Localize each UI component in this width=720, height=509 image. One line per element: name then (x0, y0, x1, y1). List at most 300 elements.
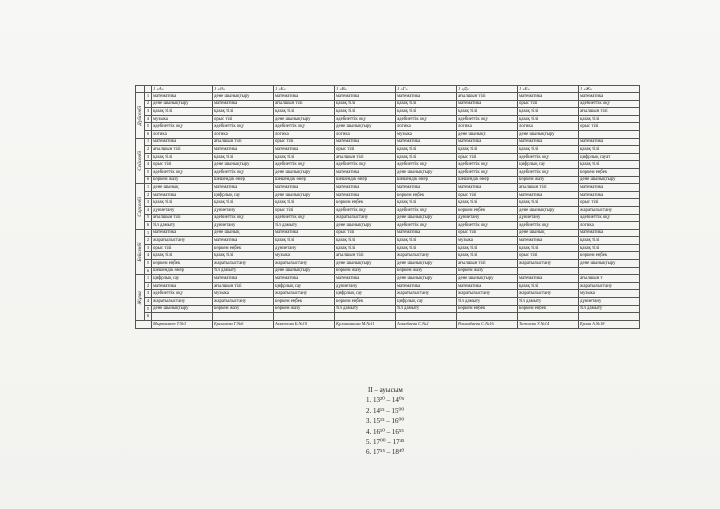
lesson-cell: логика (579, 222, 640, 230)
lesson-cell: дене шынықтыру (518, 130, 579, 138)
lesson-cell: қазақ тілі (457, 244, 518, 252)
lesson-number: 3 (145, 108, 152, 116)
lesson-number: 1 (145, 275, 152, 283)
lesson-cell: математика (152, 229, 213, 237)
lesson-cell: орыс тілі (335, 229, 396, 237)
lesson-cell: логика (213, 130, 274, 138)
lesson-row (136, 305, 640, 313)
lesson-cell: қазақ тілі (396, 108, 457, 116)
bell-item: 3. 15¹⁵ – 16⁰⁰ (366, 417, 405, 426)
lesson-cell: көркем еңбек (335, 298, 396, 306)
lesson-row (136, 93, 640, 101)
lesson-cell: әдебиеттік оқу (152, 123, 213, 131)
lesson-row (136, 146, 640, 154)
lesson-cell: жаратылыстану (213, 260, 274, 268)
lesson-cell: шешендік өнер (152, 267, 213, 275)
lesson-cell: математика (518, 275, 579, 283)
lesson-cell: математика (518, 138, 579, 146)
lesson-cell: қазақ тілі (213, 252, 274, 260)
lesson-cell: математика (335, 138, 396, 146)
lesson-cell: қазақ тілі (457, 252, 518, 260)
corner-cell (136, 86, 145, 93)
lesson-cell: көркем еңбек (579, 168, 640, 176)
lesson-cell: көркем еңбек (457, 305, 518, 313)
lesson-cell: дүниетану (213, 222, 274, 230)
lesson-row (136, 100, 640, 108)
lesson-cell: көркем еңбек (396, 191, 457, 199)
lesson-cell: әдебиеттік оқу (335, 206, 396, 214)
lesson-cell: қазақ тілі (518, 244, 579, 252)
lesson-cell: орыс тілі (213, 115, 274, 123)
lesson-cell: логика (152, 130, 213, 138)
lesson-cell: жаратылыстану (457, 290, 518, 298)
lesson-cell: дүниетану (213, 206, 274, 214)
lesson-cell: математика (274, 229, 335, 237)
lesson-number: 4 (145, 161, 152, 169)
lesson-row (136, 176, 640, 184)
lesson-cell: әдебиеттік оқу (396, 222, 457, 230)
lesson-cell: әдебиеттік оқу (518, 168, 579, 176)
lesson-number: 5 (145, 168, 152, 176)
lesson-row (136, 130, 640, 138)
lesson-cell: математика (213, 184, 274, 192)
lesson-cell: қазақ тілі (152, 153, 213, 161)
lesson-cell: қазақ тілі (274, 153, 335, 161)
teacher-name: Құлмаханова М.№11 (335, 320, 396, 328)
lesson-cell: қазақ тілі (152, 252, 213, 260)
lesson-cell (396, 313, 457, 321)
lesson-cell: математика (335, 184, 396, 192)
lesson-cell: қазақ тілі (335, 108, 396, 116)
lesson-cell: қазақ тілі (213, 153, 274, 161)
lesson-cell: жаратылыстану (152, 237, 213, 245)
lesson-cell: математика (152, 138, 213, 146)
lesson-cell: көркем еңбек (152, 260, 213, 268)
lesson-number: 4 (145, 115, 152, 123)
lesson-row (136, 244, 640, 252)
lesson-cell: математика (335, 191, 396, 199)
lesson-cell: математика (579, 184, 640, 192)
corner-cell (145, 86, 152, 93)
lesson-cell: тіл дамыту (518, 298, 579, 306)
lesson-cell: математика (457, 282, 518, 290)
lesson-cell: әдебиеттік оқу (579, 214, 640, 222)
lesson-cell: математика (579, 191, 640, 199)
lesson-cell: тіл дамыту (274, 222, 335, 230)
lesson-cell: жаратылыстану (579, 206, 640, 214)
lesson-cell: әдебиеттік оқу (213, 214, 274, 222)
lesson-cell: математика (213, 275, 274, 283)
lesson-cell: шешендік өнер (213, 176, 274, 184)
lesson-cell: қазақ тілі (213, 108, 274, 116)
lesson-cell: математика (335, 168, 396, 176)
lesson-cell: музыка (457, 237, 518, 245)
lesson-cell: қазақ тілі (518, 146, 579, 154)
bell-schedule-title: II – ауысым (368, 386, 403, 394)
lesson-row (136, 108, 640, 116)
lesson-row (136, 267, 640, 275)
lesson-cell: қазақ тілі (579, 115, 640, 123)
lesson-cell: шешендік өнер (396, 176, 457, 184)
lesson-cell: ағылшын тілі (457, 93, 518, 101)
lesson-number: 1 (145, 229, 152, 237)
lesson-cell: математика (335, 275, 396, 283)
lesson-number: 3 (145, 290, 152, 298)
lesson-cell: қазақ тілі (457, 199, 518, 207)
lesson-row (136, 191, 640, 199)
bell-item: 5. 17⁰⁰ – 17⁴⁵ (366, 438, 405, 447)
lesson-cell: ағылшын тілі (457, 260, 518, 268)
lesson-number: 2 (145, 282, 152, 290)
lesson-cell: қазақ тілі (457, 108, 518, 116)
day-label: Сәрсенбі (136, 184, 145, 230)
lesson-cell: математика (152, 93, 213, 101)
lesson-cell: дене шынық (213, 229, 274, 237)
lesson-cell: дүниетану (274, 244, 335, 252)
lesson-cell: математика (518, 237, 579, 245)
lesson-cell: дене шынықтыру (213, 93, 274, 101)
lesson-number: 3 (145, 244, 152, 252)
lesson-cell: жаратылыстану (396, 252, 457, 260)
lesson-cell: математика (579, 93, 640, 101)
lesson-cell (274, 313, 335, 321)
lesson-cell: математика (396, 184, 457, 192)
lesson-cell: дүниетану (457, 214, 518, 222)
day-label: Бейсенбі (136, 229, 145, 275)
lesson-cell: жаратылыстану (152, 298, 213, 306)
lesson-number: 3 (145, 153, 152, 161)
lesson-cell: орыс тілі (579, 199, 640, 207)
lesson-cell: шешендік өнер (457, 176, 518, 184)
bell-item: 2. 14¹⁵ – 15⁰⁰ (366, 406, 405, 415)
lesson-cell: дүниетану (518, 214, 579, 222)
lesson-number: 5 (145, 260, 152, 268)
lesson-cell: әдебиеттік оқу (213, 123, 274, 131)
lesson-cell: қазақ тілі (213, 199, 274, 207)
lesson-cell: тіл дамыту (152, 222, 213, 230)
lesson-cell: орыс тілі (457, 153, 518, 161)
lesson-cell: дене шынықтыру (335, 260, 396, 268)
lesson-cell: қазақ тілі (396, 146, 457, 154)
lesson-cell: тіл дамыту (335, 305, 396, 313)
lesson-cell: әдебиеттік оқу (335, 161, 396, 169)
class-header: 1 «Ж» (579, 86, 640, 93)
lesson-cell: жаратылыстану (335, 214, 396, 222)
lesson-cell: дене шынық (518, 229, 579, 237)
lesson-cell: әдебиеттік оқу (518, 153, 579, 161)
teacher-row-blank (136, 320, 152, 328)
lesson-cell: көркем еңбек (518, 305, 579, 313)
lesson-cell: тіл дамыту (579, 305, 640, 313)
lesson-cell: әдебиеттік оқу (335, 115, 396, 123)
lesson-row (136, 229, 640, 237)
bell-item: 6. 17⁵⁵ – 18⁴⁰ (366, 448, 405, 457)
lesson-cell (579, 267, 640, 275)
lesson-cell: логика (518, 123, 579, 131)
lesson-cell: әдебиеттік оқу (396, 115, 457, 123)
lesson-number: 5 (145, 305, 152, 313)
lesson-cell: музыка (213, 290, 274, 298)
day-label: Дүйсенбі (136, 93, 145, 139)
lesson-cell: қазақ тілі (335, 244, 396, 252)
lesson-cell: математика (396, 282, 457, 290)
lesson-cell: жаратылыстану (213, 298, 274, 306)
lesson-number: 4 (145, 298, 152, 306)
lesson-cell: тіл дамыту (396, 305, 457, 313)
lesson-cell: дене шынықтыру (213, 161, 274, 169)
lesson-cell: әдебиеттік оқу (457, 161, 518, 169)
lesson-number: 6 (145, 176, 152, 184)
lesson-cell: көркем жазу (457, 267, 518, 275)
lesson-cell: математика (396, 229, 457, 237)
lesson-cell (335, 313, 396, 321)
lesson-cell: қазақ тілі (152, 199, 213, 207)
lesson-cell: ағылшын тілі (213, 138, 274, 146)
lesson-cell: математика (213, 237, 274, 245)
lesson-cell: ағылшын тілі (518, 184, 579, 192)
lesson-number: 1 (145, 138, 152, 146)
lesson-number: 4 (145, 206, 152, 214)
lesson-cell: жаратылыстану (518, 260, 579, 268)
lesson-cell: музыка (152, 115, 213, 123)
lesson-cell: қазақ тілі (335, 100, 396, 108)
lesson-cell: қазақ тілі (396, 100, 457, 108)
lesson-cell (457, 313, 518, 321)
lesson-row (136, 153, 640, 161)
lesson-row (136, 184, 640, 192)
teacher-name: Мырзахмет Т.№3 (152, 320, 213, 328)
lesson-cell: дене шынықтыру (152, 305, 213, 313)
bell-item: 4. 16¹⁰ – 16⁵⁵ (366, 427, 404, 436)
lesson-cell: қазақ тілі (396, 153, 457, 161)
lesson-cell: тіл дамыту (213, 267, 274, 275)
lesson-cell: математика (579, 138, 640, 146)
lesson-cell: орыс тілі (457, 191, 518, 199)
lesson-cell: қазақ тілі (396, 199, 457, 207)
lesson-cell: орыс тілі (457, 229, 518, 237)
lesson-cell: жаратылыстану (518, 290, 579, 298)
lesson-row (136, 252, 640, 260)
lesson-cell: ағылшын тілі (335, 252, 396, 260)
lesson-cell: әдебиеттік оқу (457, 115, 518, 123)
lesson-cell (152, 313, 213, 321)
lesson-cell: цифрлық сау (274, 282, 335, 290)
lesson-row (136, 168, 640, 176)
lesson-cell (579, 313, 640, 321)
lesson-cell: көркем еңбек (335, 199, 396, 207)
lesson-cell: орыс тілі (152, 244, 213, 252)
lesson-number: 1 (145, 93, 152, 101)
lesson-cell: қазақ тілі (518, 199, 579, 207)
lesson-cell: дүниетану (335, 282, 396, 290)
lesson-cell: математика (274, 93, 335, 101)
lesson-number: 6 (145, 313, 152, 321)
lesson-number: 6 (145, 130, 152, 138)
lesson-cell: дене шынықтыру (274, 191, 335, 199)
class-header: 1 «Е» (518, 86, 579, 93)
lesson-cell: қазақ тілі (518, 282, 579, 290)
lesson-cell: орыс тілі (274, 206, 335, 214)
lesson-number: 5 (145, 214, 152, 222)
lesson-cell: қазақ тілі (335, 237, 396, 245)
lesson-cell: көркем жазу (335, 267, 396, 275)
lesson-cell: дене шынықтыру (274, 115, 335, 123)
lesson-cell: математика (457, 138, 518, 146)
lesson-cell: жаратылыстану (274, 260, 335, 268)
teacher-name: Ерлан А.№18 (579, 320, 640, 328)
lesson-cell: математика (274, 146, 335, 154)
class-header: 1 «Д» (457, 86, 518, 93)
lesson-row (136, 275, 640, 283)
lesson-cell: жаратылыстану (274, 290, 335, 298)
lesson-cell: математика (518, 191, 579, 199)
class-header: 1 «В» (335, 86, 396, 93)
teacher-name: Тажиева У.№14 (518, 320, 579, 328)
lesson-cell: қазақ тілі (396, 244, 457, 252)
lesson-cell: көркем жазу (274, 305, 335, 313)
lesson-cell: шешендік өнер (335, 176, 396, 184)
lesson-cell: математика (213, 100, 274, 108)
lesson-cell: орыс тілі (518, 100, 579, 108)
lesson-cell: дене шынықтыру (335, 222, 396, 230)
lesson-cell: әдебиеттік оқу (274, 214, 335, 222)
lesson-cell: математика (335, 93, 396, 101)
lesson-cell: шешендік өнер (274, 176, 335, 184)
lesson-cell: математика (579, 229, 640, 237)
lesson-row (136, 237, 640, 245)
lesson-row (136, 214, 640, 222)
lesson-cell: цифрлық сауат (579, 153, 640, 161)
lesson-cell: орыс тілі (579, 123, 640, 131)
lesson-cell (518, 267, 579, 275)
lesson-row (136, 138, 640, 146)
lesson-cell: математика (518, 93, 579, 101)
lesson-cell: ағылшын тілі (213, 282, 274, 290)
lesson-cell: әдебиеттік оқу (213, 168, 274, 176)
teacher-name: Ерғәлиева Г.№6 (213, 320, 274, 328)
teacher-name: Рахимбаева С.№16 (457, 320, 518, 328)
lesson-cell: әдебиеттік оқу (274, 123, 335, 131)
lesson-cell: музыка (579, 290, 640, 298)
lesson-cell: ағылшын тілі (335, 153, 396, 161)
lesson-cell: жаратылыстану (396, 290, 457, 298)
lesson-row (136, 282, 640, 290)
lesson-cell: көркем еңбек (579, 252, 640, 260)
lesson-cell: қазақ тілі (579, 161, 640, 169)
lesson-cell (579, 130, 640, 138)
lesson-cell: әдебиеттік оқу (152, 290, 213, 298)
lesson-cell: әдебиеттік оқу (396, 161, 457, 169)
lesson-cell: ағылшын тілі (274, 100, 335, 108)
lesson-row (136, 290, 640, 298)
lesson-cell: қазақ тілі (518, 115, 579, 123)
lesson-cell: дене шынықтыру (579, 260, 640, 268)
lesson-number: 2 (145, 100, 152, 108)
lesson-number: 2 (145, 146, 152, 154)
lesson-cell: математика (152, 282, 213, 290)
lesson-cell: дене шынықтыру (518, 206, 579, 214)
lesson-number: 2 (145, 191, 152, 199)
lesson-cell: қазақ тілі (579, 146, 640, 154)
timetable (135, 85, 640, 329)
lesson-cell: ағылшын тілі (152, 214, 213, 222)
lesson-cell: әдебиеттік оқу (274, 161, 335, 169)
lesson-cell: дене шынықтыру (396, 214, 457, 222)
lesson-row (136, 260, 640, 268)
lesson-cell: көркем еңбек (457, 206, 518, 214)
lesson-cell: дене шынықтыру (457, 275, 518, 283)
lesson-cell: көркем жазу (152, 176, 213, 184)
teacher-name: Алмабаева С.№2 (396, 320, 457, 328)
lesson-cell: математика (396, 93, 457, 101)
lesson-row (136, 298, 640, 306)
lesson-cell: математика (396, 138, 457, 146)
lesson-cell: математика (274, 184, 335, 192)
lesson-cell: математика (457, 100, 518, 108)
lesson-cell: музыка (396, 130, 457, 138)
lesson-cell: әдебиеттік оқу (152, 168, 213, 176)
lesson-cell: орыс тілі (274, 138, 335, 146)
teacher-row (136, 320, 640, 328)
lesson-number: 6 (145, 222, 152, 230)
lesson-cell: әдебиеттік оқу (396, 206, 457, 214)
lesson-row (136, 222, 640, 230)
lesson-number: 5 (145, 123, 152, 131)
lesson-cell: дене шынықтыру (396, 168, 457, 176)
lesson-cell: қазақ тілі (457, 146, 518, 154)
lesson-cell: дүниетану (579, 298, 640, 306)
lesson-cell: математика (457, 184, 518, 192)
lesson-cell: логика (335, 130, 396, 138)
timetable-body (136, 93, 640, 329)
lesson-cell: қазақ тілі (274, 199, 335, 207)
lesson-cell: қазақ тілі (152, 108, 213, 116)
class-header: 1 «Б» (274, 86, 335, 93)
lesson-cell (518, 313, 579, 321)
lesson-cell: көркем жазу (518, 176, 579, 184)
lesson-cell: дүниетану (152, 206, 213, 214)
bell-schedule (366, 385, 405, 458)
lesson-cell: ағылшын т (579, 275, 640, 283)
lesson-cell: тіл дамыту (457, 298, 518, 306)
lesson-cell: қазақ тілі (518, 108, 579, 116)
class-header: 1 «А» (152, 86, 213, 93)
lesson-cell: математика (152, 191, 213, 199)
lesson-cell: орыс тілі (152, 161, 213, 169)
lesson-row (136, 206, 640, 214)
lesson-cell: дене шынықтыру (274, 168, 335, 176)
lesson-cell: цифрлық сау (518, 161, 579, 169)
lesson-cell: көркем еңбек (213, 244, 274, 252)
lesson-cell: қазақ тілі (396, 237, 457, 245)
lesson-cell: көркем жазу (396, 267, 457, 275)
day-label: Жұма (136, 275, 145, 321)
lesson-cell: математика (213, 146, 274, 154)
lesson-row (136, 161, 640, 169)
lesson-cell: логика (396, 123, 457, 131)
lesson-cell: логика (274, 130, 335, 138)
lesson-row (136, 115, 640, 123)
lesson-number: 3 (145, 199, 152, 207)
lesson-cell: қазақ тілі (579, 244, 640, 252)
lesson-cell: дене шынықтыру (396, 275, 457, 283)
lesson-cell: әдебиеттік оқу (579, 100, 640, 108)
lesson-row (136, 313, 640, 321)
lesson-cell (213, 313, 274, 321)
lesson-number: 4 (145, 252, 152, 260)
lesson-cell: орыс тілі (518, 252, 579, 260)
lesson-cell: цифрлық сау (396, 298, 457, 306)
